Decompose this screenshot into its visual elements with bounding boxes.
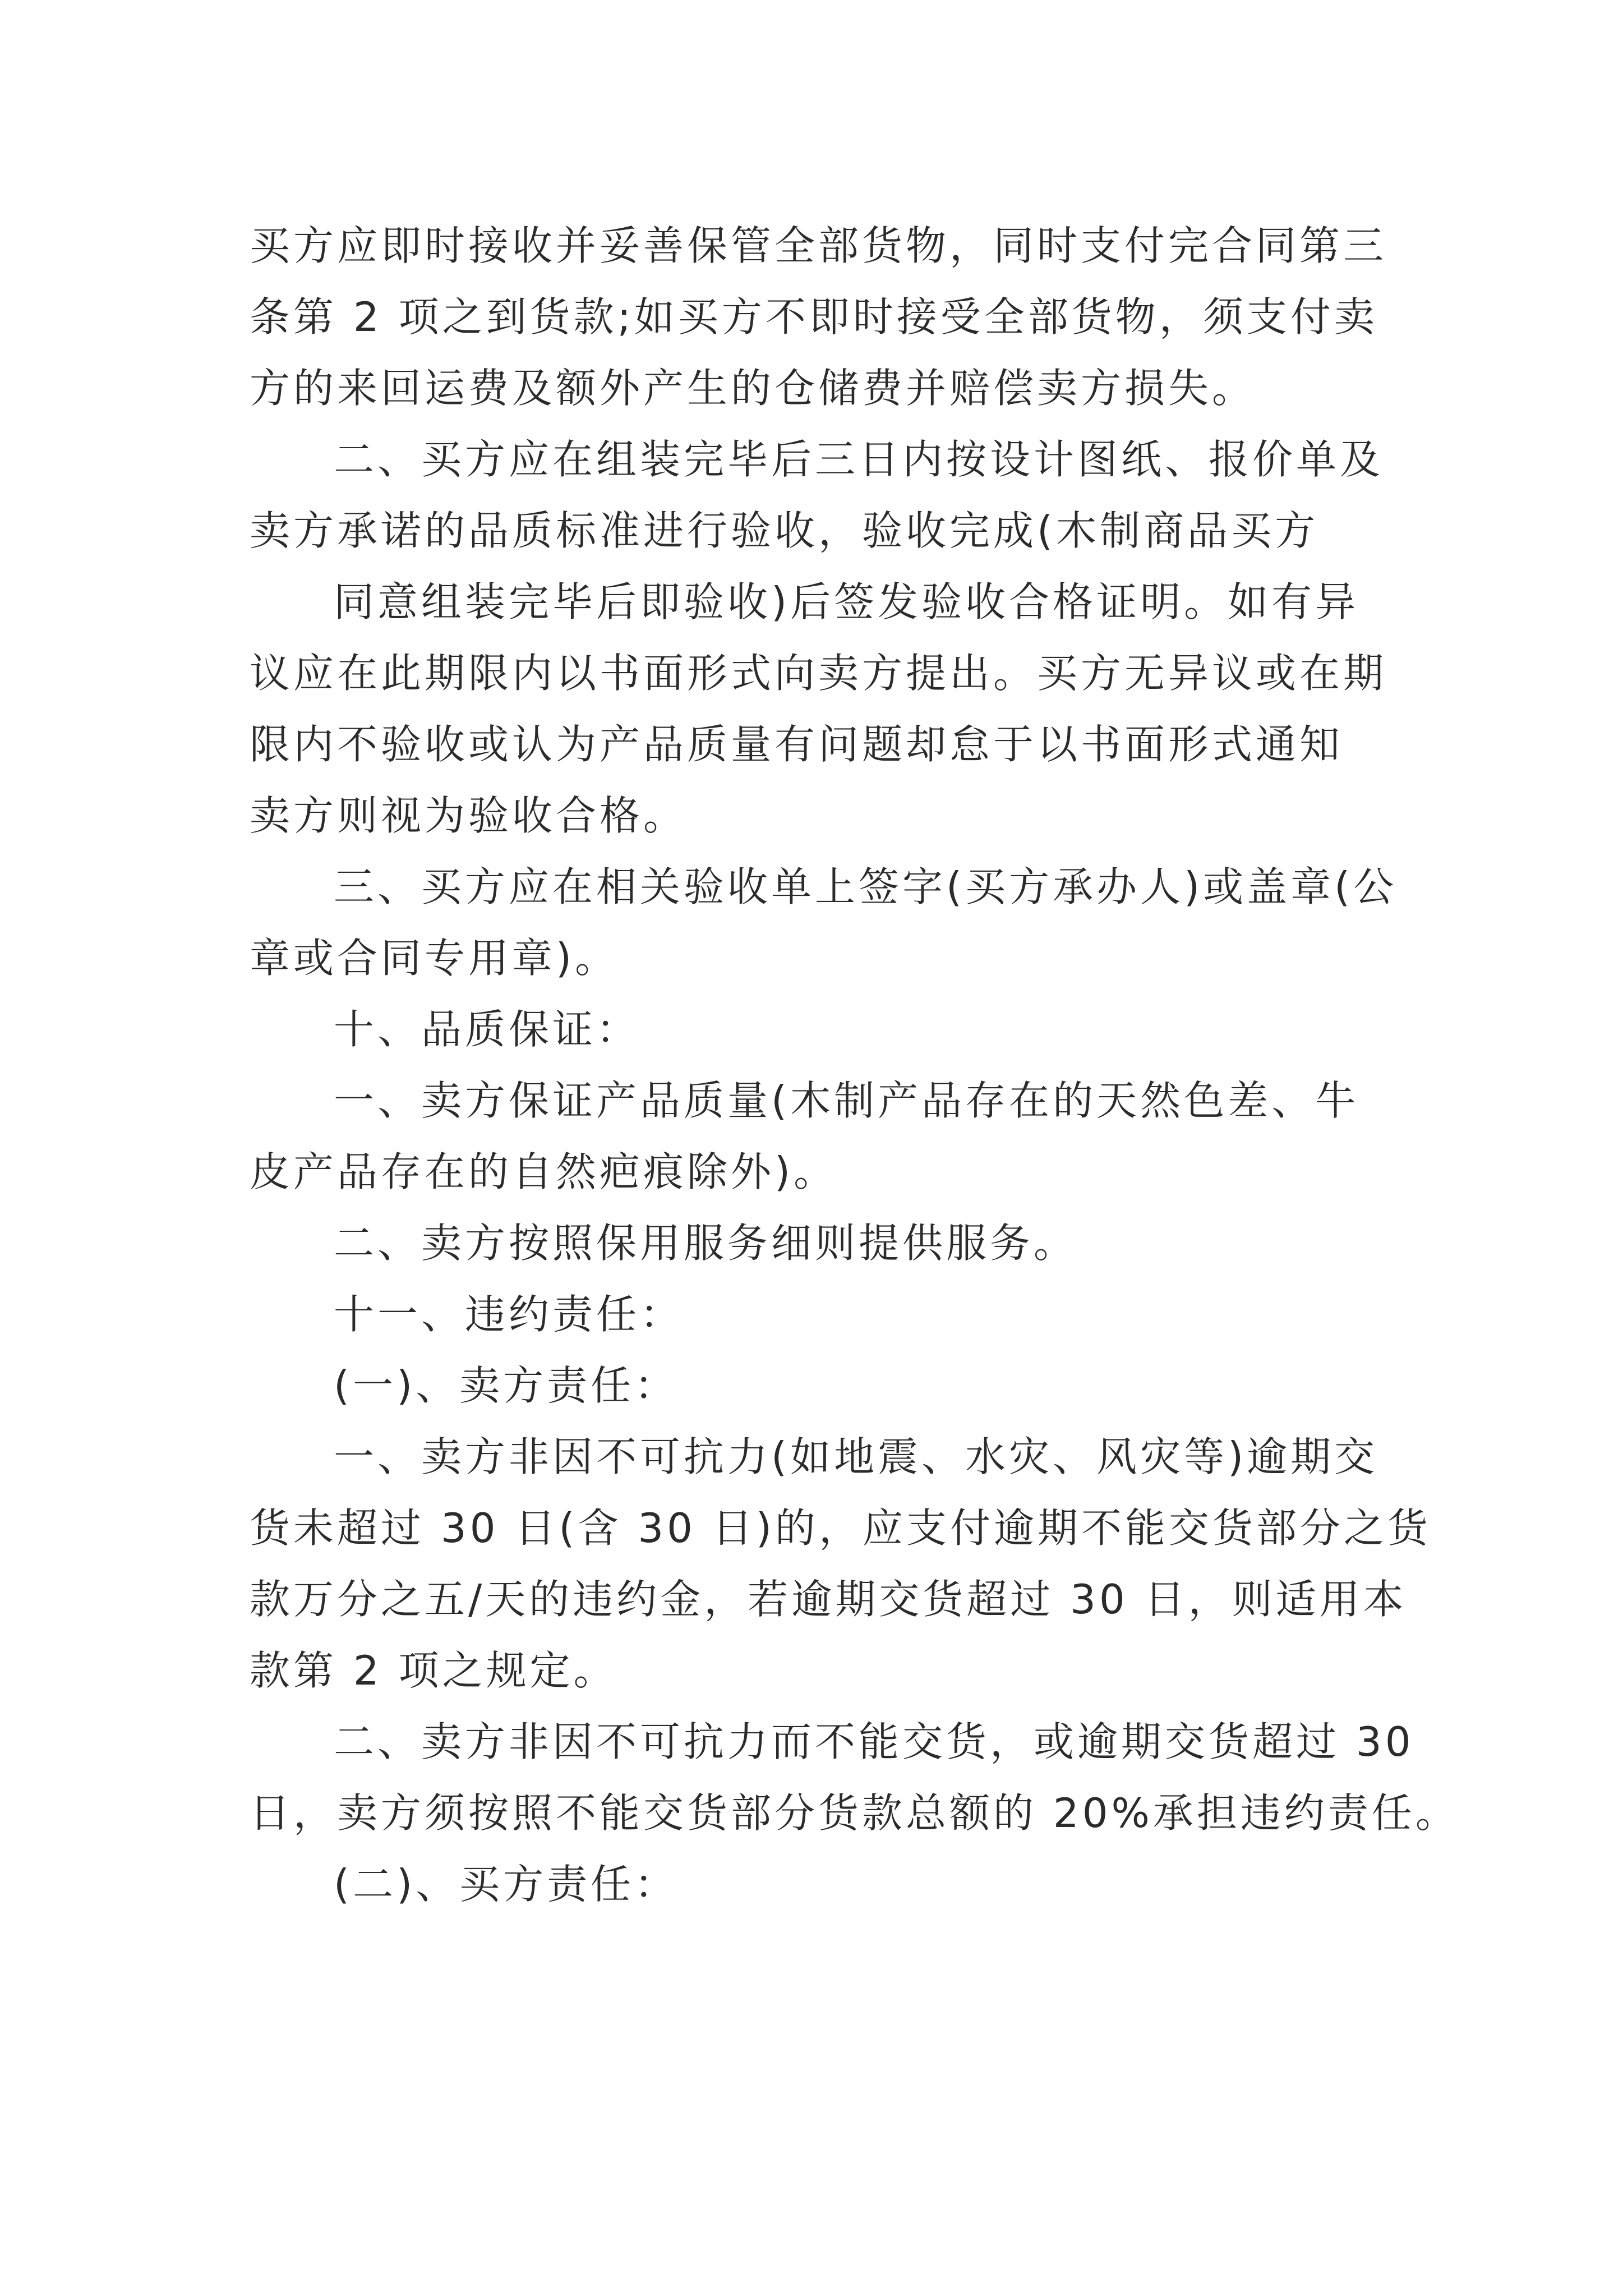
text-line: 二、买方应在组装完毕后三日内按设计图纸、报价单及 — [334, 436, 1384, 483]
subsection-heading: (一)、卖方责任： — [334, 1362, 679, 1409]
section-heading: 十、品质保证： — [334, 1006, 640, 1053]
text-line: 一、卖方保证产品质量(木制产品存在的天然色差、牛 — [334, 1077, 1359, 1124]
text-line: 一、卖方非因不可抗力(如地震、水灾、风灾等)逾期交 — [334, 1433, 1378, 1480]
text-line: 三、买方应在相关验收单上签字(买方承办人)或盖章(公 — [334, 863, 1398, 910]
text-line: 议应在此期限内以书面形式向卖方提出。买方无异议或在期 — [250, 650, 1387, 697]
subsection-heading: (二)、买方责任： — [334, 1861, 679, 1908]
text-line: 卖方则视为验收合格。 — [250, 792, 688, 839]
document-body — [250, 210, 1459, 1920]
text-line: 方的来回运费及额外产生的仓储费并赔偿卖方损失。 — [250, 365, 1256, 412]
text-line: 二、卖方非因不可抗力而不能交货，或逾期交货超过 30 — [334, 1718, 1414, 1765]
text-line: 买方应即时接收并妥善保管全部货物，同时支付完合同第三 — [250, 222, 1387, 269]
text-line: 款第 2 项之规定。 — [250, 1647, 617, 1694]
text-line: 卖方承诺的品质标准进行验收，验收完成(木制商品买方 — [250, 507, 1319, 554]
text-line: 皮产品存在的自然疤痕除外)。 — [250, 1148, 838, 1195]
text-line: 同意组装完毕后即验收)后签发验收合格证明。如有异 — [334, 578, 1359, 625]
text-line: 章或合同专用章)。 — [250, 935, 619, 982]
text-line: 条第 2 项之到货款;如买方不即时接受全部货物，须支付卖 — [250, 293, 1378, 341]
section-heading: 十一、违约责任： — [334, 1291, 684, 1338]
text-line: 日，卖方须按照不能交货部分货款总额的 20%承担违约责任。 — [250, 1789, 1459, 1837]
text-line: 限内不验收或认为产品质量有问题却怠于以书面形式通知 — [250, 721, 1344, 768]
text-line: 货未超过 30 日(含 30 日)的，应支付逾期不能交货部分之货 — [250, 1504, 1431, 1552]
text-line: 款万分之五/天的违约金，若逾期交货超过 30 日，则适用本 — [250, 1576, 1407, 1623]
text-line: 二、卖方按照保用服务细则提供服务。 — [334, 1220, 1078, 1267]
